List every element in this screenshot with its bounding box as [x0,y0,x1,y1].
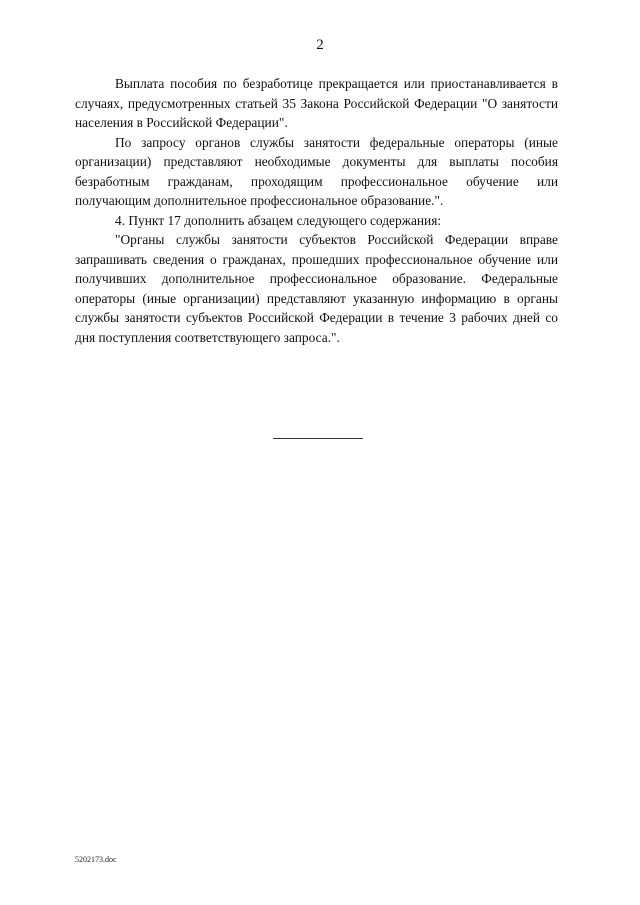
paragraph-benefit-termination: Выплата пособия по безработице прекращается или приостанавливается в случаях, предусмотренных статьей 35 Закона Российской Федерации "О занятости населения в Российской Федерации". [75,76,558,130]
end-divider [273,438,363,439]
document-body [75,74,558,347]
page-number: 2 [316,37,324,53]
paragraph-employment-services-request: "Органы службы занятости субъектов Российской Федерации вправе запрашивать сведения о гражданах, прошедших профессиональное обучение или получивших дополнительное профессиональное образование. Федеральные операторы (иные организации) представляют указанную информацию в органы службы занятости субъектов Российской Федерации в течение 3 рабочих дней со дня поступления соответствующего запроса.". [75,232,558,345]
paragraph-operators-documents: По запросу органов службы занятости федеральные операторы (иные организации) представляют необходимые документы для выплаты пособия безработным гражданам, проходящим профессиональное обучение или получающим дополнительное профессиональное образование.". [75,134,558,208]
footer-doc-code: 5202173.doc [75,855,117,864]
paragraph-item-4: 4. Пункт 17 дополнить абзацем следующего содержания: [115,212,442,228]
